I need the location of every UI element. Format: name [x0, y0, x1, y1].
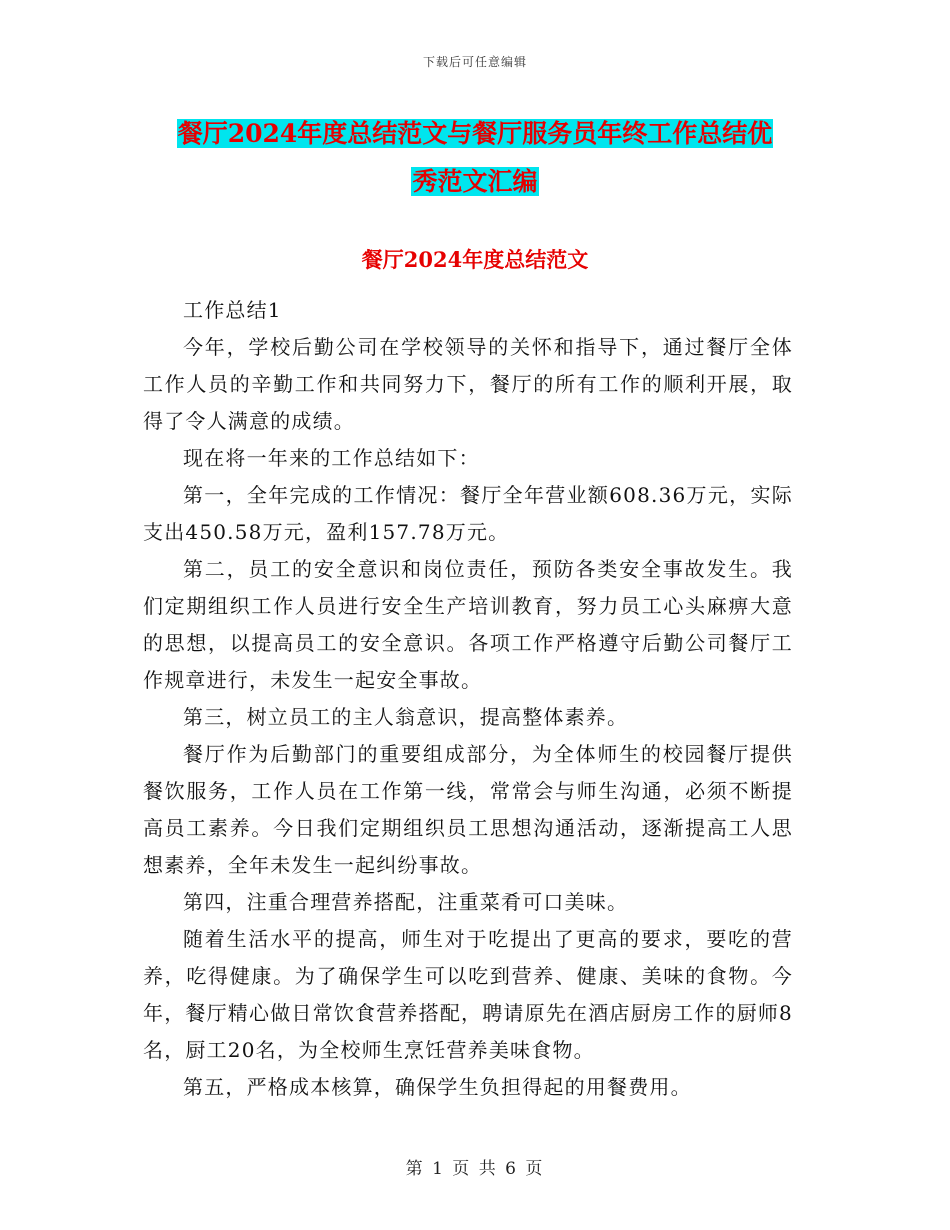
document-body: [143, 292, 793, 1106]
title-line-2: 秀范文汇编: [412, 167, 538, 196]
title-line-1: 餐厅2024年度总结范文与餐厅服务员年终工作总结优: [177, 119, 773, 148]
document-title: [0, 110, 950, 206]
paragraph: 餐厅作为后勤部门的重要组成部分，为全体师生的校园餐厅提供餐饮服务，工作人员在工作第一线，常常会与师生沟通，必须不断提高员工素养。今日我们定期组织员工思想沟通活动，逐渐提高工人思想素养，全年未发生一起纠纷事故。: [143, 742, 793, 877]
paragraph: 今年，学校后勤公司在学校领导的关怀和指导下，通过餐厅全体工作人员的辛勤工作和共同努力下，餐厅的所有工作的顺利开展，取得了令人满意的成绩。: [143, 335, 793, 433]
paragraph: 第二，员工的安全意识和岗位责任，预防各类安全事故发生。我们定期组织工作人员进行安全生产培训教育，努力员工心头麻痹大意的思想，以提高员工的安全意识。各项工作严格遵守后勤公司餐厅工作规章进行，未发生一起安全事故。: [143, 557, 793, 692]
paragraph: 第一，全年完成的工作情况：餐厅全年营业额608.36万元，实际支出450.58万元，盈利157.78万元。: [143, 483, 793, 544]
paragraph: 第五，严格成本核算，确保学生负担得起的用餐费用。: [183, 1075, 692, 1099]
paragraph: 工作总结1: [183, 298, 282, 322]
section-title: 餐厅2024年度总结范文: [361, 247, 589, 272]
paragraph: 随着生活水平的提高，师生对于吃提出了更高的要求，要吃的营养，吃得健康。为了确保学生可以吃到营养、健康、美味的食物。今年，餐厅精心做日常饮食营养搭配，聘请原先在酒店厨房工作的厨师8名，厨工20名，为全校师生烹饪营养美味食物。: [143, 927, 793, 1062]
paragraph: 现在将一年来的工作总结如下：: [183, 446, 480, 470]
paragraph: 第四，注重合理营养搭配，注重菜肴可口美味。: [183, 890, 629, 914]
page-footer: 第 1 页 共 6 页: [405, 1159, 545, 1179]
header-note: 下载后可任意编辑: [422, 55, 527, 69]
paragraph: 第三，树立员工的主人翁意识，提高整体素养。: [183, 705, 629, 729]
